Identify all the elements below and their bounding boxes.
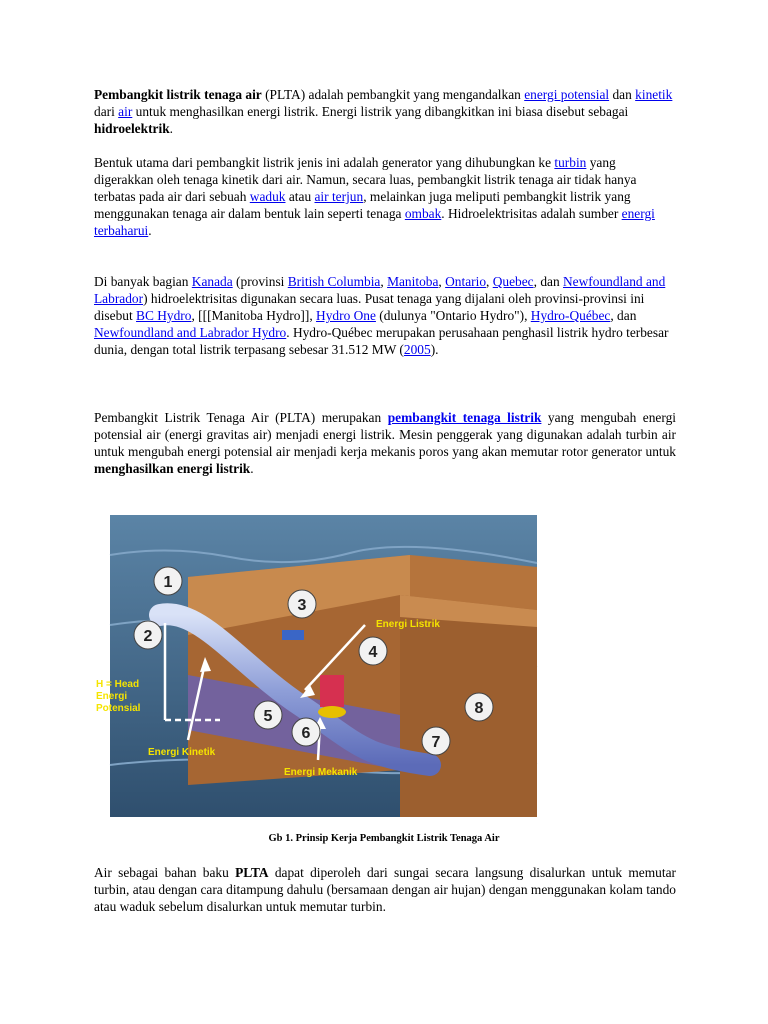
paragraph-4: Pembangkit Listrik Tenaga Air (PLTA) merupakan pembangkit tenaga listrik yang mengubah energi potensial air (energi gravitas air) menjadi energi listrik. Mesin penggerak yang digunakan adalah turbin air untuk mengubah energi potensial air menjadi kerja mekanis poros yang akan memutar rotor generator untuk menghasilkan energi listrik. xyxy=(94,410,676,476)
paragraph-2: Bentuk utama dari pembangkit listrik jenis ini adalah generator yang dihubungkan ke turbin yang digerakkan oleh tenaga kinetik dari air. Namun, secara luas, pembangkit listrik tenaga air tidak hanya terbatas pada air dari sebuah waduk atau air terjun, melainkan juga meliputi pembangkit listrik yang menggunakan tenaga air dalam bentuk lain seperti tenaga ombak. Hidroelektrisitas adalah sumber energi terbaharui. xyxy=(94,155,655,238)
number-2 xyxy=(134,621,162,649)
term-plta-2: PLTA xyxy=(235,865,269,880)
number-6 xyxy=(292,718,320,746)
turbin xyxy=(318,706,346,718)
label-head-1: H = Head xyxy=(96,679,140,690)
svg-text:4: 4 xyxy=(368,644,378,661)
link-2005[interactable]: 2005 xyxy=(403,342,431,357)
number-8 xyxy=(465,693,493,721)
link-waduk[interactable]: waduk xyxy=(249,189,286,204)
number-7 xyxy=(422,727,450,755)
transformer xyxy=(282,630,304,640)
paragraph-5: Air sebagai bahan baku PLTA dapat diperoleh dari sungai secara langsung disalurkan untuk memutar turbin, atau dengan cara ditampung dahulu (bersamaan dengan air hujan) dengan menggunakan kolam tando atau waduk sebelum disalurkan untuk memutar turbin. xyxy=(94,865,676,914)
svg-text:8: 8 xyxy=(474,700,484,717)
svg-text:7: 7 xyxy=(431,734,441,751)
link-hydro-quebec[interactable]: Hydro-Québec xyxy=(530,308,611,323)
label-head-3: Potensial xyxy=(96,703,141,714)
link-manitoba[interactable]: Manitoba xyxy=(387,274,439,289)
number-5 xyxy=(254,701,282,729)
figure-caption: Gb 1. Prinsip Kerja Pembangkit Listrik Tenaga Air xyxy=(268,833,500,844)
link-air[interactable]: air xyxy=(118,104,133,119)
link-kanada[interactable]: Kanada xyxy=(191,274,233,289)
term-hidroelektrik: hidroelektrik xyxy=(94,121,170,136)
link-newfoundland-labrador[interactable]: Newfoundland and Labrador xyxy=(94,274,666,306)
label-energi-mekanik: Energi Mekanik xyxy=(284,767,358,778)
link-nl-hydro[interactable]: Newfoundland and Labrador Hydro xyxy=(94,325,287,340)
svg-text:3: 3 xyxy=(297,597,307,614)
generator xyxy=(320,675,344,707)
label-head-2: Energi xyxy=(96,691,128,702)
link-british-columbia[interactable]: British Columbia xyxy=(287,274,381,289)
paragraph-3: Di banyak bagian Kanada (provinsi British Columbia, Manitoba, Ontario, Quebec, dan Newfoundland and Labrador) hidroelektrisitas digunakan secara luas. Pusat tenaga yang dijalani oleh provinsi-provinsi ini disebut BC Hydro, [[[Manitoba Hydro]], Hydro One (dulunya "Ontario Hydro"), Hydro-Québec, dan Newfoundland and Labrador Hydro. Hydro-Québec merupakan perusahaan penghasil listrik hydro terbesar dunia, dengan total listrik terpasang sebesar 31.512 MW (2005). xyxy=(94,274,669,357)
svg-text:5: 5 xyxy=(263,708,273,725)
svg-text:2: 2 xyxy=(143,628,153,645)
label-energi-listrik: Energi Listrik xyxy=(376,619,440,630)
link-pembangkit-tenaga-listrik[interactable]: pembangkit tenaga listrik xyxy=(387,410,542,425)
svg-text:1: 1 xyxy=(163,574,173,591)
number-4 xyxy=(359,637,387,665)
link-quebec[interactable]: Quebec xyxy=(492,274,534,289)
term-plta: Pembangkit listrik tenaga air xyxy=(94,87,262,102)
link-kinetik[interactable]: kinetik xyxy=(635,87,673,102)
document-body xyxy=(94,86,676,477)
link-energi-terbaharui[interactable]: energi terbaharui xyxy=(94,206,655,238)
number-3 xyxy=(288,590,316,618)
link-turbin[interactable]: turbin xyxy=(554,155,587,170)
label-energi-kinetik: Energi Kinetik xyxy=(148,747,216,758)
hydro-diagram xyxy=(96,515,537,817)
link-hydro-one[interactable]: Hydro One xyxy=(316,308,376,323)
number-1 xyxy=(154,567,182,595)
paragraph-1: Pembangkit listrik tenaga air (PLTA) adalah pembangkit yang mengandalkan energi potensial dan kinetik dari air untuk menghasilkan energi listrik. Energi listrik yang dibangkitkan ini biasa disebut sebagai hidroelektrik. xyxy=(94,87,673,136)
link-air-terjun[interactable]: air terjun xyxy=(314,189,364,204)
link-ontario[interactable]: Ontario xyxy=(445,274,487,289)
link-ombak[interactable]: ombak xyxy=(404,206,442,221)
term-menghasilkan-energi: menghasilkan energi listrik xyxy=(94,461,251,476)
hydro-diagram-svg xyxy=(96,515,537,817)
svg-text:6: 6 xyxy=(301,725,311,742)
link-bc-hydro[interactable]: BC Hydro xyxy=(136,308,192,323)
link-energi-potensial[interactable]: energi potensial xyxy=(524,87,610,102)
